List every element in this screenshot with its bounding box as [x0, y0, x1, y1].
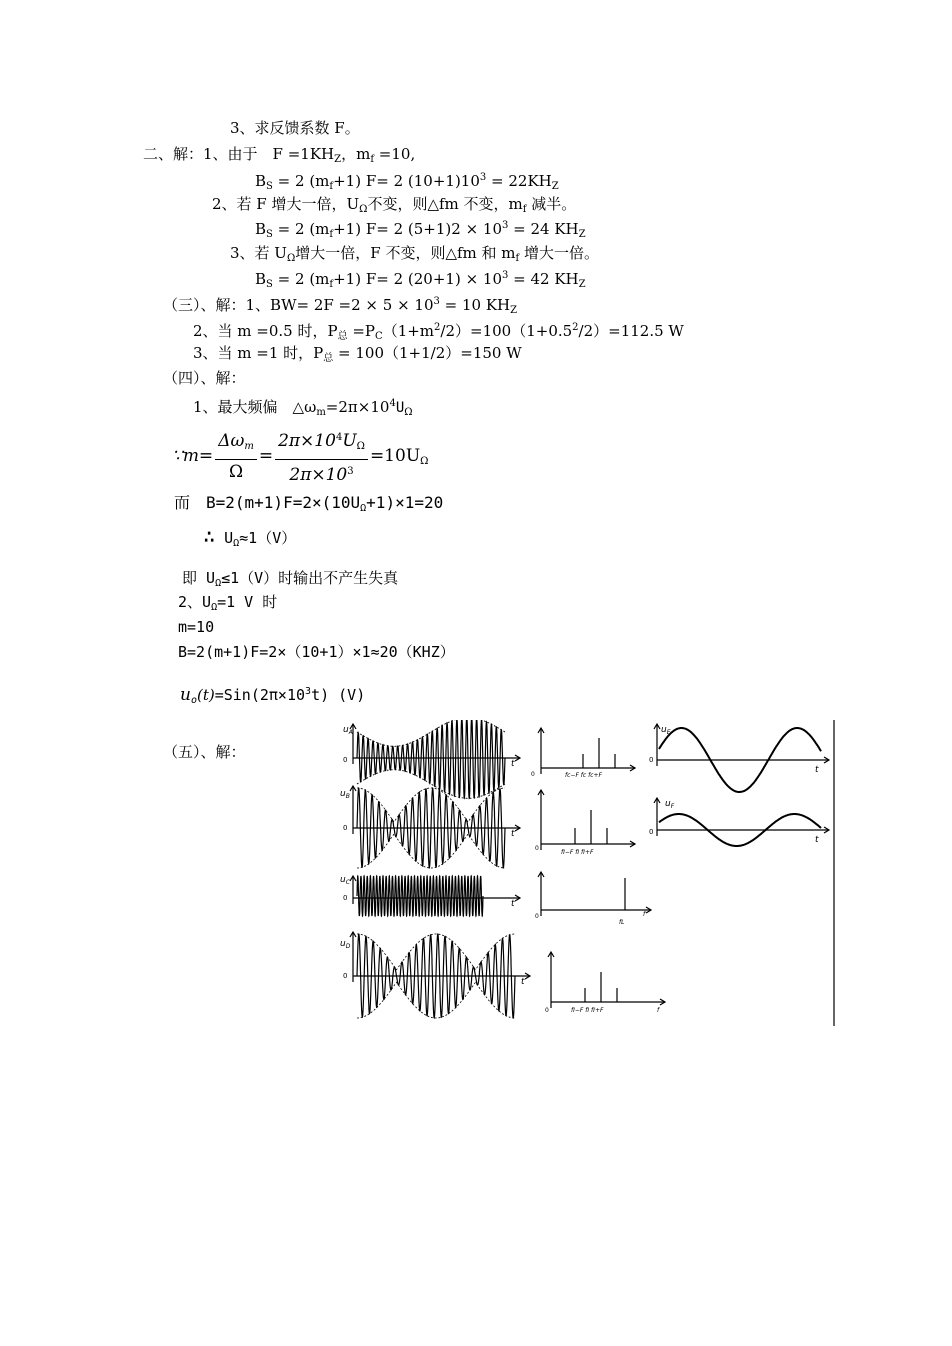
wave-c-carrier [357, 876, 483, 916]
line-therefore: ∴ $U_\Omega\approx 1(V)$ [203, 524, 297, 549]
line-no-distortion: 即 $U_\Omega\le 1(V)$时输出不产生失真 [182, 569, 399, 589]
line-feedback: 3、求反馈系数 F。 [230, 119, 360, 137]
label-uE: $u_E$ [661, 725, 671, 736]
zero-c: 0 [343, 894, 348, 902]
line-m10: m=10 [178, 618, 215, 636]
t-e: t [815, 765, 819, 775]
line-section-3: （三）、解：1、$BW= 2F =2 \times 5 \times 10^3 = 10$ $KH_Z$ [163, 296, 518, 316]
zero-spec-d: 0 [545, 1007, 549, 1014]
line-output-signal: $u_o(t)=Sin(2\pi\times 10^3t)$ (V) [180, 685, 366, 706]
zero-f: 0 [649, 828, 654, 836]
line-max-deviation: 1、最大频偏 $\triangle\omega_m=2\pi\times 10^4U_\Omega$ [193, 398, 413, 418]
zero-d: 0 [343, 972, 348, 980]
line-power-1: 2、当 m =0.5 时，$P_总 =P_C(1+m^2/2)=100(1+0.5^2/2)=112.5$ W [193, 322, 684, 342]
line-power-2: 3、当 m =1 时，$P_总 = 100(1+1/2)=150$ W [193, 344, 522, 364]
label-uB: $u_B$ [340, 789, 350, 800]
label-uC: $u_C$ [340, 875, 350, 886]
t-f: t [815, 835, 819, 845]
wave-a-carrier [357, 720, 505, 798]
t-a: t [511, 759, 515, 769]
label-uF: $u_F$ [665, 799, 675, 810]
f-d: f [657, 1007, 660, 1014]
zero-a: 0 [343, 756, 348, 764]
spec-d-labels: fI−F fI fI+F [571, 1007, 604, 1014]
zero-spec-b: 0 [535, 845, 539, 852]
zero-spec-a: 0 [531, 771, 535, 778]
zero-b: 0 [343, 824, 348, 832]
f-c: f [643, 911, 646, 918]
spec-a-labels: fc−F fc fc+F [565, 772, 603, 779]
t-d: t [521, 977, 525, 987]
line-bandwidth: 而 $B=2(m+1)F=2\times(10U_\Omega+1)\times 1=20$ [174, 493, 444, 514]
label-uA: $u_A$ [343, 725, 353, 736]
line-bs-3: $B_S = 2$ $(m_f+1)$ F= 2 $(20+1) \times 10^3 = 42$ $KH_Z$ [255, 270, 586, 290]
equation-modulation-index: ∵m= $\frac{\Delta\omega_m}{\Omega}$ = $\frac{2\pi\times 10^4U_\Omega}{2\pi\times 10^3}$ $=10U_\Omega$ [172, 428, 428, 485]
zero-spec-c: 0 [535, 913, 539, 920]
t-c: t [511, 899, 515, 909]
label-uD: $u_D$ [340, 939, 351, 950]
line-case-2: 2、若 F 增大一倍，$U_\Omega$不变，则△fm 不变，$m_f$ 减半。 [212, 195, 577, 215]
line-bs-1: $B_S = 2$ $(m_f+1)$ F= 2 $(10+1)10^3 = 22KH_Z$ [255, 172, 559, 192]
line-section-2: 二、解：1、由于 $F =1KH_Z$，$m_f =10$, [143, 145, 416, 165]
spec-b-labels: fI−F fI fI+F [561, 849, 594, 856]
line-bs-2: $B_S = 2$ $(m_f+1)$ F= 2 $(5+1)2 \times 10^3 = 24$ $KH_Z$ [255, 220, 586, 240]
line-section-4: （四）、解： [163, 369, 246, 387]
line-section-5: （五）、解： [163, 743, 246, 761]
t-b: t [511, 829, 515, 839]
spec-c-label: fL [619, 919, 625, 926]
line-case-3: 3、若 $U_\Omega$增大一倍，F 不变，则△fm 和 $m_f$ 增大一倍。 [230, 244, 599, 264]
line-b20: B=2(m+1)F=2×（10+1）×1≈20（KHZ） [178, 643, 455, 661]
line-u-1v: 2、$U_\Omega=1$ V 时 [178, 593, 278, 613]
zero-e: 0 [649, 756, 654, 764]
waveform-figure [335, 720, 835, 1030]
